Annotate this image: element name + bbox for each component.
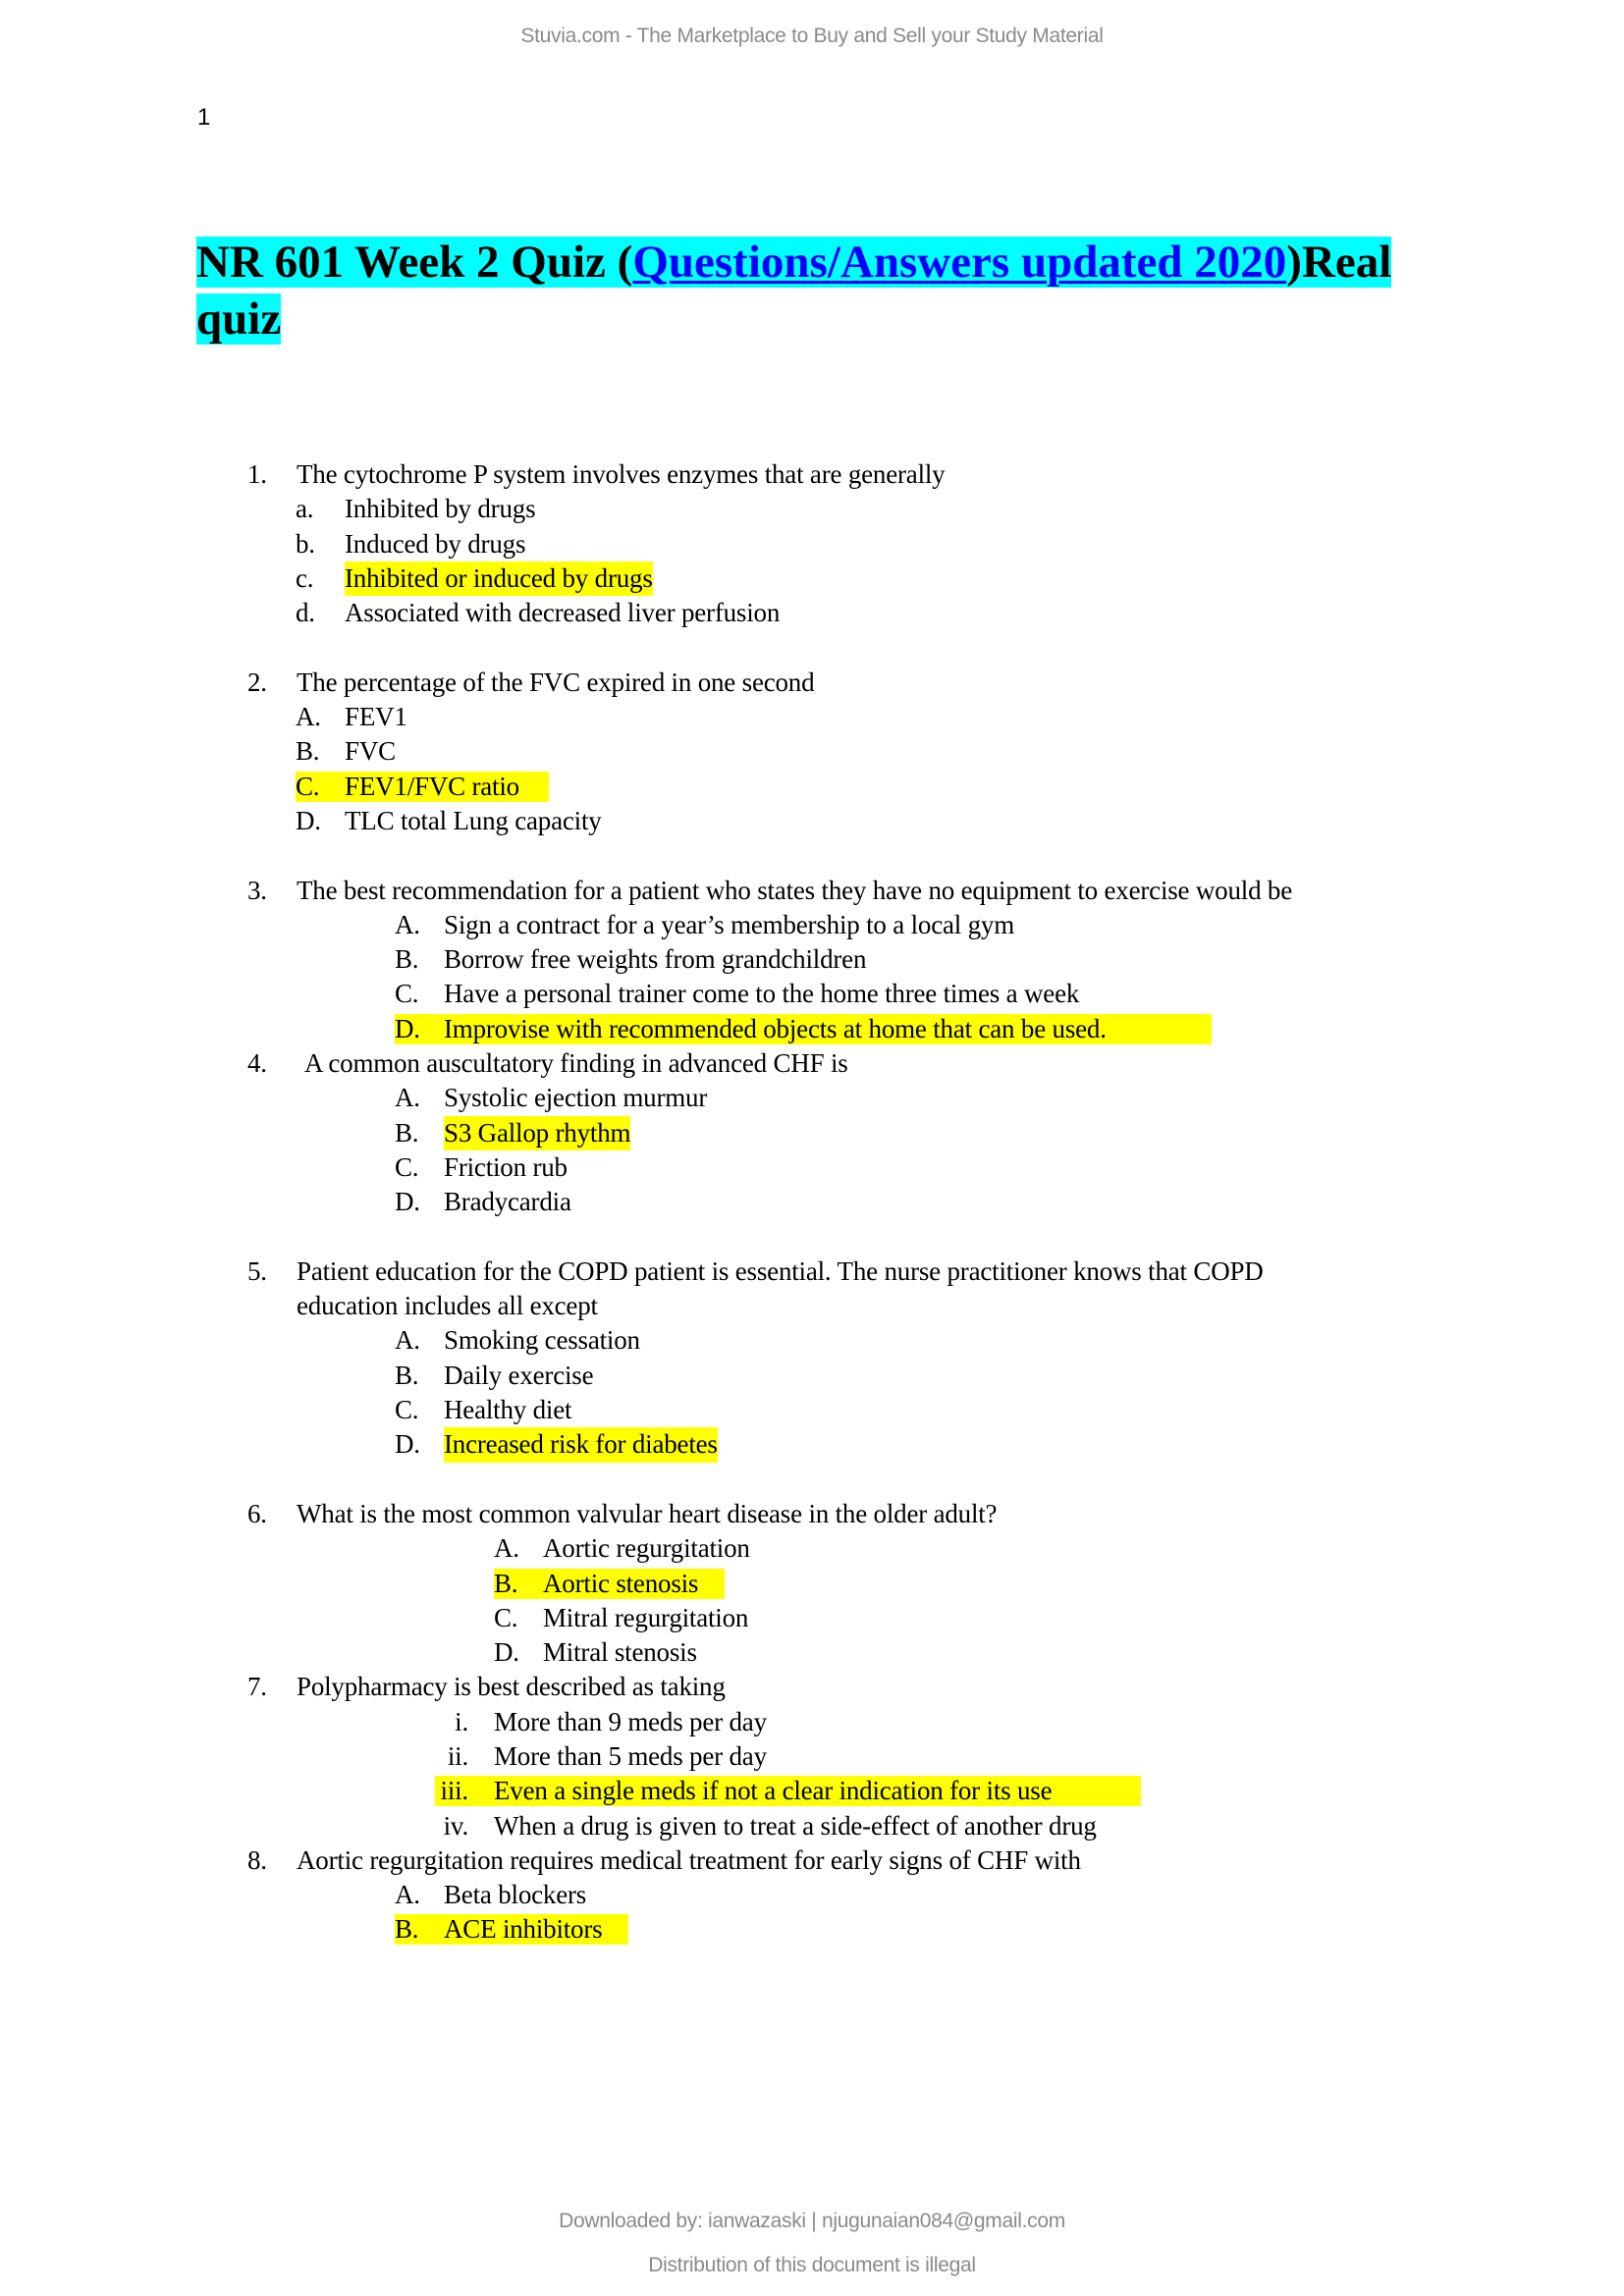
option [0,1393,1624,1427]
option-correct [0,1427,1624,1462]
option-marker: ii. [447,1740,468,1771]
question-text: The cytochrome P system involves enzymes that are generally [297,459,946,489]
downloaded-by-footer: Downloaded by: ianwazaski | njugunaian084@gmail.com [559,2210,1065,2232]
option [0,1878,1624,1912]
option [0,977,1624,1011]
option [0,527,1624,561]
question-number: 8. [247,1844,267,1875]
option-marker: A. [494,1533,519,1564]
question-text: The percentage of the FVC expired in one second [297,667,815,697]
option-marker: A. [395,1083,420,1113]
question-5 [0,1255,1624,1289]
option-text-highlighted: Aortic stenosis [543,1568,699,1598]
question-number: 7. [247,1672,267,1702]
distribution-notice-footer: Distribution of this document is illegal [648,2254,976,2276]
option [0,1635,1624,1670]
question-number: 1. [247,459,267,489]
question-number: 4. [247,1048,267,1079]
option [0,1531,1624,1566]
question-text: The best recommendation for a patient who states they have no equipment to exercise would be [297,875,1293,905]
option-marker: D. [395,1429,420,1460]
option [0,1705,1624,1739]
option-text: FVC [345,736,396,767]
option-marker: D. [395,1013,420,1043]
question-number: 3. [247,875,267,905]
option-text: Mitral stenosis [543,1637,697,1668]
option-marker: iii. [440,1776,468,1806]
option-text-highlighted: S3 Gallop rhythm [444,1116,630,1150]
option-text: Sign a contract for a year’s membership to a local gym [444,909,1015,939]
option-marker: a. [296,494,314,524]
quiz-list [0,457,1624,1948]
option [0,596,1624,630]
question-2 [0,666,1624,700]
option-marker: C. [494,1602,518,1632]
option-marker: C. [395,1151,419,1182]
option-marker: B. [395,1360,419,1390]
question-text: What is the most common valvular heart disease in the older adult? [297,1498,998,1528]
option-marker: d. [296,598,315,628]
question-7 [0,1670,1624,1704]
document-title [196,235,1492,347]
option-marker: b. [296,528,315,559]
option-text: Have a personal trainer come to the home three times a week [444,979,1080,1009]
option-text: FEV1 [345,702,407,732]
title-link[interactable]: Questions/Answers updated 2020 [632,237,1287,288]
option [0,1081,1624,1115]
option-correct [0,1774,1624,1808]
option-text: Inhibited by drugs [345,494,536,524]
option-text: TLC total Lung capacity [345,805,602,835]
option-text: Bradycardia [444,1187,571,1217]
option-marker: A. [296,702,321,732]
option-text-highlighted: ACE inhibitors [444,1914,603,1945]
option-text: Mitral regurgitation [543,1602,749,1632]
question-number: 5. [247,1255,267,1286]
option-correct [0,1567,1624,1601]
option [0,1809,1624,1843]
title-highlight [196,237,1391,345]
title-prefix: NR 601 Week 2 Quiz ( [196,237,633,288]
option-marker: B. [494,1568,518,1598]
question-text: A common auscultatory finding in advanced CHF is [304,1048,848,1079]
question-text: Patient education for the COPD patient is essential. The nurse practitioner knows that COPD [297,1255,1264,1286]
option [0,1323,1624,1358]
option-text: Borrow free weights from grandchildren [444,944,867,975]
option-text-highlighted: Improvise with recommended objects at home that can be used. [444,1013,1107,1043]
option-marker: D. [494,1637,519,1668]
question-3 [0,874,1624,908]
option-text: Healthy diet [444,1395,572,1425]
question-text: Polypharmacy is best described as taking [297,1672,726,1702]
title-suffix: )Real [1286,237,1392,288]
option-marker: A. [395,909,420,939]
option-text: Associated with decreased liver perfusion [345,598,781,628]
option [0,700,1624,734]
question-text: Aortic regurgitation requires medical treatment for early signs of CHF with [297,1844,1081,1875]
option [0,942,1624,977]
question-4 [0,1046,1624,1081]
question-text-continued: education includes all except [297,1291,598,1321]
option-correct [0,1912,1624,1947]
option-text: Beta blockers [444,1880,587,1910]
option-marker: A. [395,1325,420,1356]
question-1 [0,457,1624,492]
option-marker: B. [395,1117,419,1148]
option-marker: D. [296,805,321,835]
option [0,804,1624,838]
question-8 [0,1843,1624,1878]
option-correct [0,770,1624,804]
option-text-highlighted: Increased risk for diabetes [444,1427,718,1462]
option-text: When a drug is given to treat a side-effect of another drug [494,1810,1097,1841]
option-text: Induced by drugs [345,528,526,559]
option-text: Systolic ejection murmur [444,1083,708,1113]
title-line2: quiz [196,293,282,345]
option [0,492,1624,526]
option-marker: B. [395,944,419,975]
option-text: Friction rub [444,1151,568,1182]
question-number: 2. [247,667,267,697]
stuvia-header-watermark: Stuvia.com - The Marketplace to Buy and Sell your Study Material [520,25,1104,47]
option-text-highlighted: FEV1/FVC ratio [345,771,519,801]
option [0,1185,1624,1219]
option-marker: iv. [443,1810,468,1841]
option-marker: C. [395,979,419,1009]
option-marker: B. [296,736,320,767]
option [0,734,1624,769]
option-text-highlighted: Even a single meds if not a clear indication for its use [494,1776,1053,1806]
option [0,908,1624,942]
option-marker: c. [296,562,314,593]
option-marker: B. [395,1914,419,1945]
option-text: Smoking cessation [444,1325,640,1356]
option-correct [0,1012,1624,1046]
option [0,1739,1624,1774]
page-number: 1 [197,104,211,131]
option [0,1601,1624,1635]
option-text: Daily exercise [444,1360,594,1390]
question-number: 6. [247,1498,267,1528]
option-text: Aortic regurgitation [543,1533,750,1564]
option-marker: A. [395,1880,420,1910]
question-6 [0,1497,1624,1531]
question-5-continued [0,1289,1624,1323]
option-text-highlighted: Inhibited or induced by drugs [345,561,653,596]
option-marker: C. [296,771,320,801]
option-correct [0,561,1624,596]
option-marker: i. [455,1706,468,1736]
option-marker: D. [395,1187,420,1217]
option-text: More than 5 meds per day [494,1740,767,1771]
option [0,1150,1624,1185]
option [0,1359,1624,1393]
option-text: More than 9 meds per day [494,1706,767,1736]
option-correct [0,1116,1624,1150]
option-marker: C. [395,1395,419,1425]
